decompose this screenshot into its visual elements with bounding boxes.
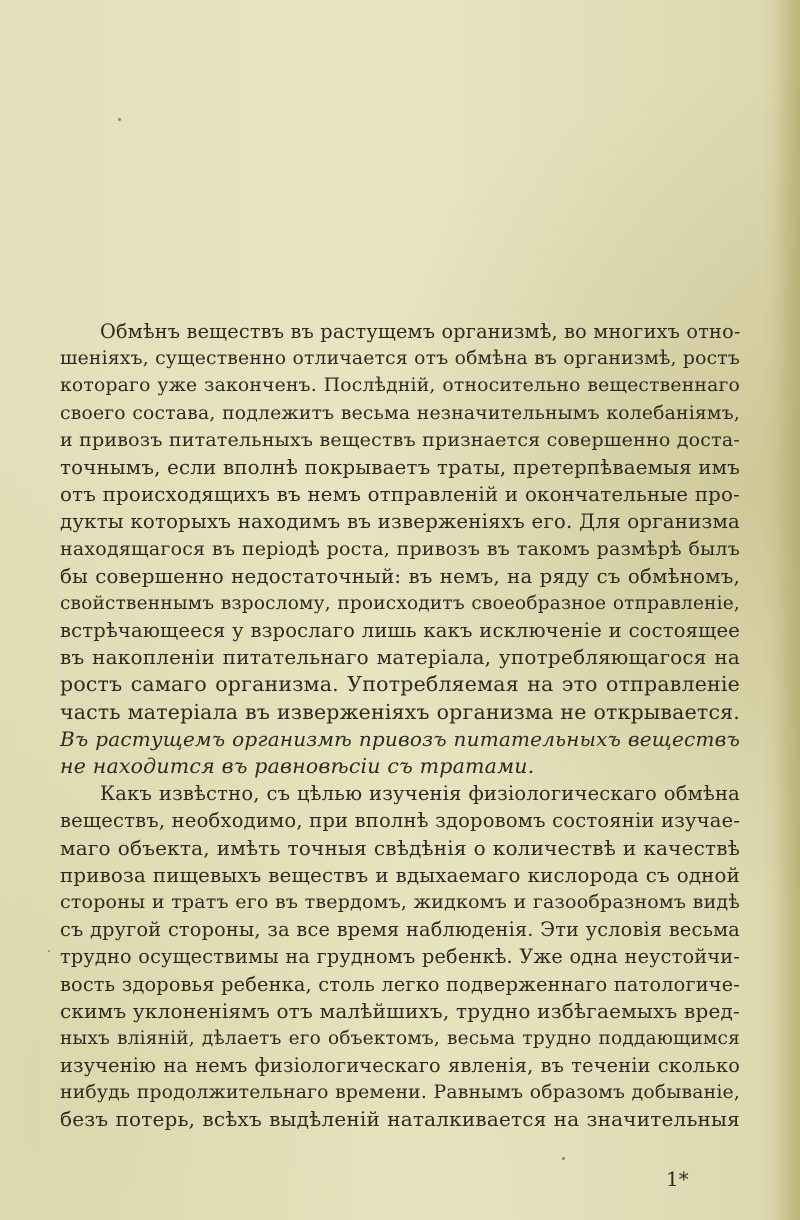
text-line: встрѣчающееся у взрослаго лишь какъ исключеніе и состоящее xyxy=(60,619,740,643)
text-line: Обмѣнъ веществъ въ растущемъ организмѣ, во многихъ отно- xyxy=(100,320,741,343)
text-line: въ накопленіи питательнаго матеріала, употребляющагося на xyxy=(60,645,740,670)
italic-summary-line: не находится въ равновѣсіи съ тратами. xyxy=(60,754,535,778)
text-line: съ другой стороны, за все время наблюденія. Эти условія весьма xyxy=(60,918,740,942)
paper-speck xyxy=(562,1157,565,1160)
paper-speck xyxy=(48,950,50,952)
text-line: Какъ извѣстно, съ цѣлью изученія физіологическаго обмѣна xyxy=(100,782,740,806)
text-line: ныхъ вліяній, дѣлаетъ его объектомъ, весьма трудно поддающимся xyxy=(60,1027,740,1049)
page-number: 1* xyxy=(666,1167,689,1191)
text-line: точнымъ, если вполнѣ покрываетъ траты, претерпѣваемыя имъ xyxy=(60,455,740,479)
text-line: маго объекта, имѣть точныя свѣдѣнія о количествѣ и качествѣ xyxy=(60,835,740,860)
page-edge-shadow xyxy=(774,0,800,1220)
text-line: нибудь продолжительнаго времени. Равнымъ образомъ добываніе, xyxy=(60,1082,740,1104)
text-line: бы совершенно недостаточный: въ немъ, на ряду съ обмѣномъ, xyxy=(60,564,740,588)
text-line: дукты которыхъ находимъ въ изверженіяхъ его. Для организма xyxy=(60,510,740,534)
text-line: шеніяхъ, существенно отличается отъ обмѣна въ организмѣ, ростъ xyxy=(60,348,740,370)
text-line: и привозъ питательныхъ веществъ признается совершенно доста- xyxy=(60,428,740,451)
text-line: безъ потерь, всѣхъ выдѣленій наталкивается на значительныя xyxy=(60,1107,740,1132)
italic-summary-line: Въ растущемъ организмѣ привозъ питательныхъ веществъ xyxy=(60,726,740,751)
text-line: веществъ, необходимо, при вполнѣ здоровомъ состояніи изучае- xyxy=(60,809,741,833)
text-line: котораго уже законченъ. Послѣдній, относительно вещественнаго xyxy=(60,375,740,397)
text-line: привоза пищевыхъ веществъ и вдыхаемаго кислорода съ одной xyxy=(60,863,740,887)
text-line: вость здоровья ребенка, столь легко подверженнаго патологиче- xyxy=(60,972,740,996)
text-line: своего состава, подлежитъ весьма незначительнымъ колебаніямъ, xyxy=(60,402,740,424)
text-line: трудно осуществимы на грудномъ ребенкѣ. Уже одна неустойчи- xyxy=(60,945,740,969)
text-line: отъ происходящихъ въ немъ отправленій и окончательные про- xyxy=(60,483,740,507)
body-text xyxy=(60,318,740,1134)
text-line: находящагося въ періодѣ роста, привозъ въ такомъ размѣрѣ былъ xyxy=(60,537,740,560)
text-line: стороны и тратъ его въ твердомъ, жидкомъ и газообразномъ видѣ xyxy=(60,890,740,913)
text-line: изученію на немъ физіологическаго явленія, въ теченіи сколько xyxy=(60,1054,740,1078)
text-line: скимъ уклоненіямъ отъ малѣйшихъ, трудно избѣгаемыхъ вред- xyxy=(60,998,740,1023)
text-line: часть матеріала въ изверженіяхъ организма не открывается. xyxy=(60,699,740,724)
text-line: ростъ самаго организма. Употребляемая на это отправленіе xyxy=(60,672,740,697)
text-line: свойственнымъ взрослому, происходитъ своеобразное отправленіе, xyxy=(60,592,740,614)
paper-speck xyxy=(118,118,121,121)
